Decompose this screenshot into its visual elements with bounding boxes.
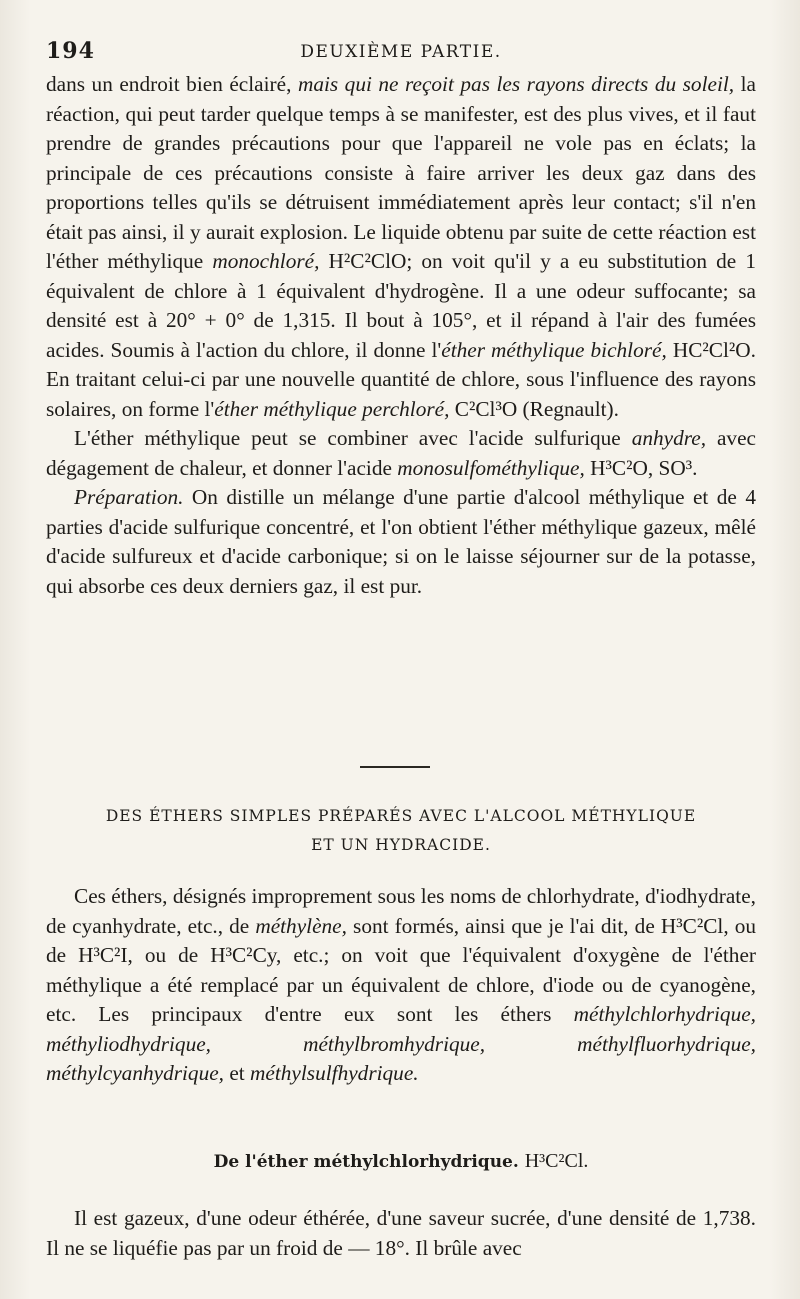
paragraph-ethers (46, 882, 756, 1089)
running-title: DEUXIÈME PARTIE. (300, 42, 502, 62)
emphasis: monosulfométhylique, (397, 455, 585, 480)
text-run: On distille un mélange d'une partie d'alcool méthylique et de 4 parties d'acide sulfurique concentré, et l'on obtient l'éther méthylique gazeux, mêlé d'acide sulfureux et d'acide carbonique; si on le laisse séjourner sur de la potasse, qui absorbe ces deux derniers gaz, il est pur. (46, 485, 756, 598)
page-number: 194 (46, 38, 95, 64)
paragraph-properties (46, 1204, 756, 1263)
emphasis: monochloré, (212, 249, 320, 273)
text-run: sont formés, ainsi que je l'ai dit, de H³C²Cl, ou de H³C²I, ou de H³C²Cy, etc.; on voit que l'équivalent d'oxygène de l'éther méthylique a été remplacé par un équivalent de chlore, d'iode ou de cyanogène, etc. Les principaux d'entre eux sont les éthers (46, 913, 757, 1026)
emphasis: méthylchlorhydrique, méthyliodhydrique, méthylbromhydrique, méthylfluorhydrique, méthylcyanhydrique, (46, 1002, 756, 1085)
section-divider (360, 766, 430, 768)
text-run: H³C²O, SO³. (584, 455, 698, 480)
section-title (46, 802, 756, 860)
section-title-line: DES ÉTHERS SIMPLES PRÉPARÉS AVEC L'ALCOOL MÉTHYLIQUE (105, 807, 697, 825)
text-run: HC²Cl²O. En traitant celui-ci par une nouvelle quantité de chlore, sous l'influence des rayons solaires, on forme l' (46, 337, 757, 421)
subsection-formula: H³C²Cl. (524, 1150, 589, 1172)
text-run: C²Cl³O (Regnault). (449, 396, 619, 421)
subsection-title: De l'éther méthylchlorhydrique. (213, 1152, 519, 1172)
paragraph-preparation (46, 483, 756, 601)
emphasis: mais qui ne reçoit pas les rayons directs du soleil, (297, 72, 735, 96)
preparation-label: Préparation. (74, 485, 184, 509)
paragraph-combination (46, 424, 756, 483)
text-run: L'éther méthylique peut se combiner avec l'acide sulfurique (74, 426, 632, 450)
text-run: avec dégagement de chaleur, et donner l'acide (46, 426, 756, 480)
emphasis: éther méthylique perchloré, (214, 396, 450, 421)
emphasis: éther méthylique bichloré, (441, 337, 667, 362)
section-title-line: ET UN HYDRACIDE. (311, 836, 491, 854)
text-run: et (224, 1061, 251, 1085)
page-header (46, 38, 756, 68)
emphasis: anhydre, (631, 426, 707, 450)
emphasis: méthylsulfhydrique. (250, 1061, 419, 1085)
properties-text: Il est gazeux, d'une odeur éthérée, d'une saveur sucrée, d'une densité de 1,738. Il ne se liquéfie pas par un froid de — 18°. Il brûle avec (46, 1206, 756, 1260)
emphasis: méthylène, (255, 913, 347, 938)
text-run: Ces éthers, désignés improprement sous les noms de chlorhydrate, d'iodhydrate, de cyanhydrate, etc., de (46, 884, 756, 938)
text-run: dans un endroit bien éclairé, (46, 72, 298, 96)
text-run: H²C²ClO; on voit qu'il y a eu substitution de 1 équivalent de chlore à 1 équivalent d'hydrogène. Il a une odeur suffocante; sa densité est à 20° + 0° de 1,315. Il bout à 105°, et il répand à l'air des fumées acides. Soumis à l'action du chlore, il donne l' (46, 249, 757, 362)
text-run: la réaction, qui peut tarder quelque temps à se manifester, est des plus vives, et il faut prendre de grandes précautions pour que l'appareil ne vole pas en éclats; la principale de ces précautions consiste à faire arriver les deux gaz dans des proportions telles qu'ils se détruisent immédiatement après leur contact; s'il n'en était pas ainsi, il y aurait explosion. Le liquide obtenu par suite de cette réaction est l'éther méthylique (46, 72, 756, 273)
paragraph-reaction (46, 70, 756, 601)
subsection-heading (46, 1150, 756, 1173)
